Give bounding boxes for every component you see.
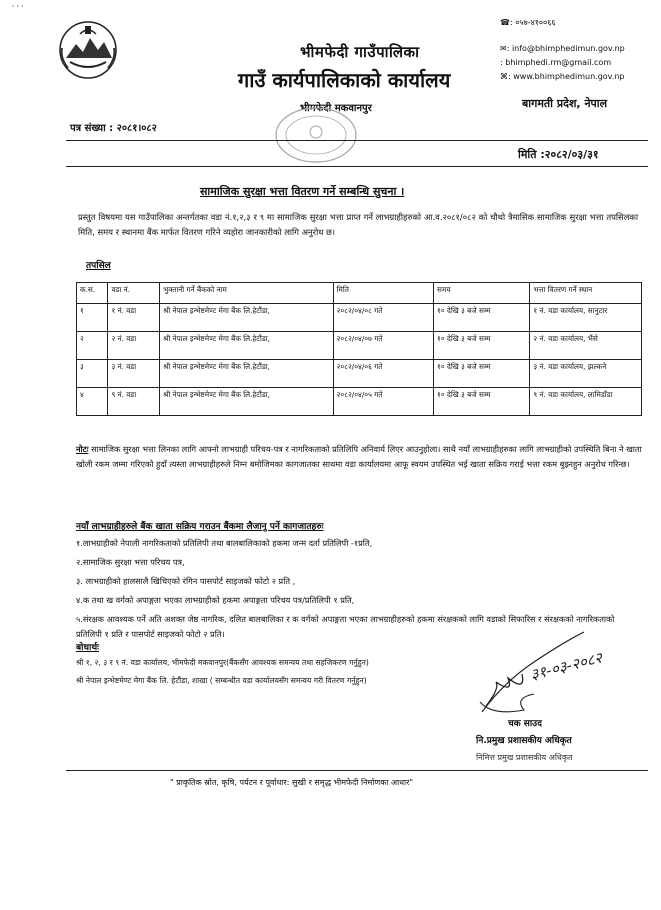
cell-time: १० देखि ३ बजे सम्म (434, 332, 530, 360)
cell-place: ३ नं. वडा कार्यालय, झल्कने (530, 360, 642, 388)
cell-bank: श्री नेपाल इन्भेष्टमेण्ट मेगा बैंक लि.हेटौंडा, (160, 332, 333, 360)
org-name-line2: गाउँ कार्यपालिकाको कार्यालय (238, 68, 451, 92)
document-item: १.लाभग्राहीको नेपाली नागरिकताको प्रतिलिपी तथा बालबालिकाको हकमा जन्म दर्ता प्रतिलिपी -१प्रति, (76, 538, 373, 548)
table-row (77, 388, 642, 416)
reference-number: पत्र संख्या : २०८१।०८२ (70, 123, 157, 134)
cell-time: १० देखि ३ बजे सम्म (434, 360, 530, 388)
email-primary: ✉: info@bhimphedimun.gov.np (500, 44, 625, 53)
intro-paragraph: प्रस्तुत विषयमा यस गाउँपालिका अन्तर्गतका वडा नं.१,२,३ र ९ मा सामाजिक सुरक्षा भत्ता प्राप्त गर्ने लाभग्राहीहरुको आ.व.२०८१/०८२ को चौथो त्रैमासिक सामाजिक सुरक्षा भत्ता तपसिलका मिति, समय र स्थानमा बैंक मार्फत वितरण गरिने व्यहोरा जानकारीको लागि अनुरोध छ। (78, 212, 638, 237)
cell-bank: श्री नेपाल इन्भेष्टमेण्ट मेगा बैंक लि.हेटौंडा, (160, 360, 333, 388)
org-address: भीमफेदी मकवानपुर (300, 103, 372, 114)
table-row (77, 332, 642, 360)
cc-line: श्री नेपाल इन्भेष्टमेण्ट मेगा बैंक लि. हेटौंडा, शाखा ( सम्बन्धीत वडा कार्यालयसँग समन्वय गरी वितरण गर्नुहुन) (76, 676, 367, 685)
cell-place: १ नं. वडा कार्यालय, सानुटार (530, 304, 642, 332)
footer-divider (66, 770, 648, 771)
document-item: ५.संरक्षक आवश्यक पर्ने अति अशक्त जेष्ठ नागरिक, दलित बालबालिका र क वर्गको अपाङ्गता भएका लाभग्राहीहरुको हकमा संरक्षकको लागि वडाको सिफारिस र संरक्षकको नागरिकताको प्रतिलिपी १ प्रति र पासपोर्ट साइजको फोटो २ प्रति। (76, 614, 615, 639)
footer-slogan: " प्राकृतिक स्रोत, कृषि, पर्यटन र पूर्वाधार: सुखी र समृद्ध भीमफेदी निर्माणका आधार" (170, 778, 414, 787)
cell-serial: ४ (77, 388, 108, 416)
subject-line: सामाजिक सुरक्षा भत्ता वितरण गर्ने सम्बन्धि सुचना । (200, 185, 405, 198)
cell-place: ९ नं. वडा कार्यालय, लामिडाँडा (530, 388, 642, 416)
tapasil-label: तपसिल (86, 261, 111, 271)
col-ward: वडा नं. (108, 283, 160, 304)
document-item: ३. लाभग्राहीको हालसालै खिचिएको रंगिन पासपोर्ट साइजको फोटो २ प्रति , (76, 576, 296, 586)
cell-serial: २ (77, 332, 108, 360)
note-label: नोटः (76, 444, 89, 454)
documents-title: नयाँ लाभग्राहीहरुले बैंक खाता सक्रिय गराउन बैंकमा लैजानु पर्ने कागजातहरुः (76, 522, 324, 532)
col-date: मिति (333, 283, 433, 304)
nepal-emblem-logo (56, 18, 120, 82)
signature-date: ३१-०३-२०८२ (528, 648, 605, 684)
note-text: सामाजिक सुरक्षा भत्ता लिनका लागि आफ्नो लाभग्राही परिचय-पत्र र नागरिकताको प्रतिलिपि अनिवार्य लिएर आउनुहोला। साथै नयाँ लाभग्राहीहरुका लागि लाभग्राहीको उपस्थिति बिना ने खाता खोली रकम जम्मा गरिएको हुदाँ त्यस्ता लाभग्राहीहरुले निम्न बमोजिमका कागजातका साथमा वडा कार्यालयमा आफू स्वयम उपस्थित भई खाता सक्रिय गराई भत्ता रकम बुझ्नहुन अनुरोध गरिन्छ। (76, 444, 642, 469)
cell-ward: ९ नं. वडा (108, 388, 160, 416)
table-row (77, 360, 642, 388)
website: ⌘: www.bhimphedimun.gov.np (500, 72, 625, 81)
cell-time: १० देखि ३ बजे सम्म (434, 388, 530, 416)
cell-ward: १ नं. वडा (108, 304, 160, 332)
note-paragraph (76, 442, 642, 472)
distribution-schedule-table (76, 282, 642, 416)
cc-label: बोधार्थः (76, 643, 99, 653)
cell-date: २०८२/०४/०७ गते (333, 332, 433, 360)
org-name-line1: भीमफेदी गाउँपालिका (300, 43, 420, 61)
table-header-row (77, 283, 642, 304)
letter-date: मिति :२०८२/०३/३१ (518, 148, 599, 161)
phone-number: ☎: ०५७-४१००६६ (500, 18, 556, 27)
date-divider (66, 166, 648, 167)
cell-date: २०८२/०४/०८ गते (333, 304, 433, 332)
cell-place: २ नं. वडा कार्यालय, भैंसे (530, 332, 642, 360)
table-row (77, 304, 642, 332)
cc-line: श्री १, २, ३ र ९ नं. वडा कार्यालय, भीमफेदी मकवानपुर(बैंकसँग आवश्यक समन्वय तथा सहजिकरण गर्नुहुन) (76, 658, 369, 667)
cell-date: २०८२/०४/०५ गते (333, 388, 433, 416)
cell-time: १० देखि ३ बजे सम्म (434, 304, 530, 332)
email-secondary: : bhimphedi.rm@gmail.com (500, 58, 612, 67)
header-divider (66, 140, 648, 141)
province: बागमती प्रदेश, नेपाल (522, 97, 608, 110)
col-bank: भुक्तानी गर्ने बैंकको नाम (160, 283, 333, 304)
col-serial: क.स. (77, 283, 108, 304)
signatory-title: नि.प्रमुख प्रशासकीय अधिकृत (476, 736, 572, 746)
cell-bank: श्री नेपाल इन्भेष्टमेण्ट मेगा बैंक लि.हेटौंडा, (160, 304, 333, 332)
cell-date: २०८२/०४/०६ गते (333, 360, 433, 388)
cell-ward: २ नं. वडा (108, 332, 160, 360)
cell-serial: १ (77, 304, 108, 332)
cell-bank: श्री नेपाल इन्भेष्टमेण्ट मेगा बैंक लि.हेटौंडा, (160, 388, 333, 416)
signatory-name: चक साउद (508, 719, 542, 729)
cell-serial: ३ (77, 360, 108, 388)
corner-mark: ' ' ' (12, 4, 24, 13)
col-time: समय (434, 283, 530, 304)
document-item: २.सामाजिक सुरक्षा भत्ता परिचय पत्र, (76, 557, 185, 567)
cell-ward: ३ नं. वडा (108, 360, 160, 388)
office-stamp (272, 104, 360, 166)
col-place: भत्ता वितरण गर्ने स्थान (530, 283, 642, 304)
handwritten-signature (474, 622, 661, 718)
signatory-subtitle: निमित्त प्रमुख प्रशासकीय अधिकृत (476, 753, 573, 762)
document-item: ४.क तथा ख वर्गको अपाङ्गता भएका लाभग्राहीको हकमा अपाङ्गता परिचय पत्र/प्रतिलिपी १ प्रति, (76, 595, 355, 605)
